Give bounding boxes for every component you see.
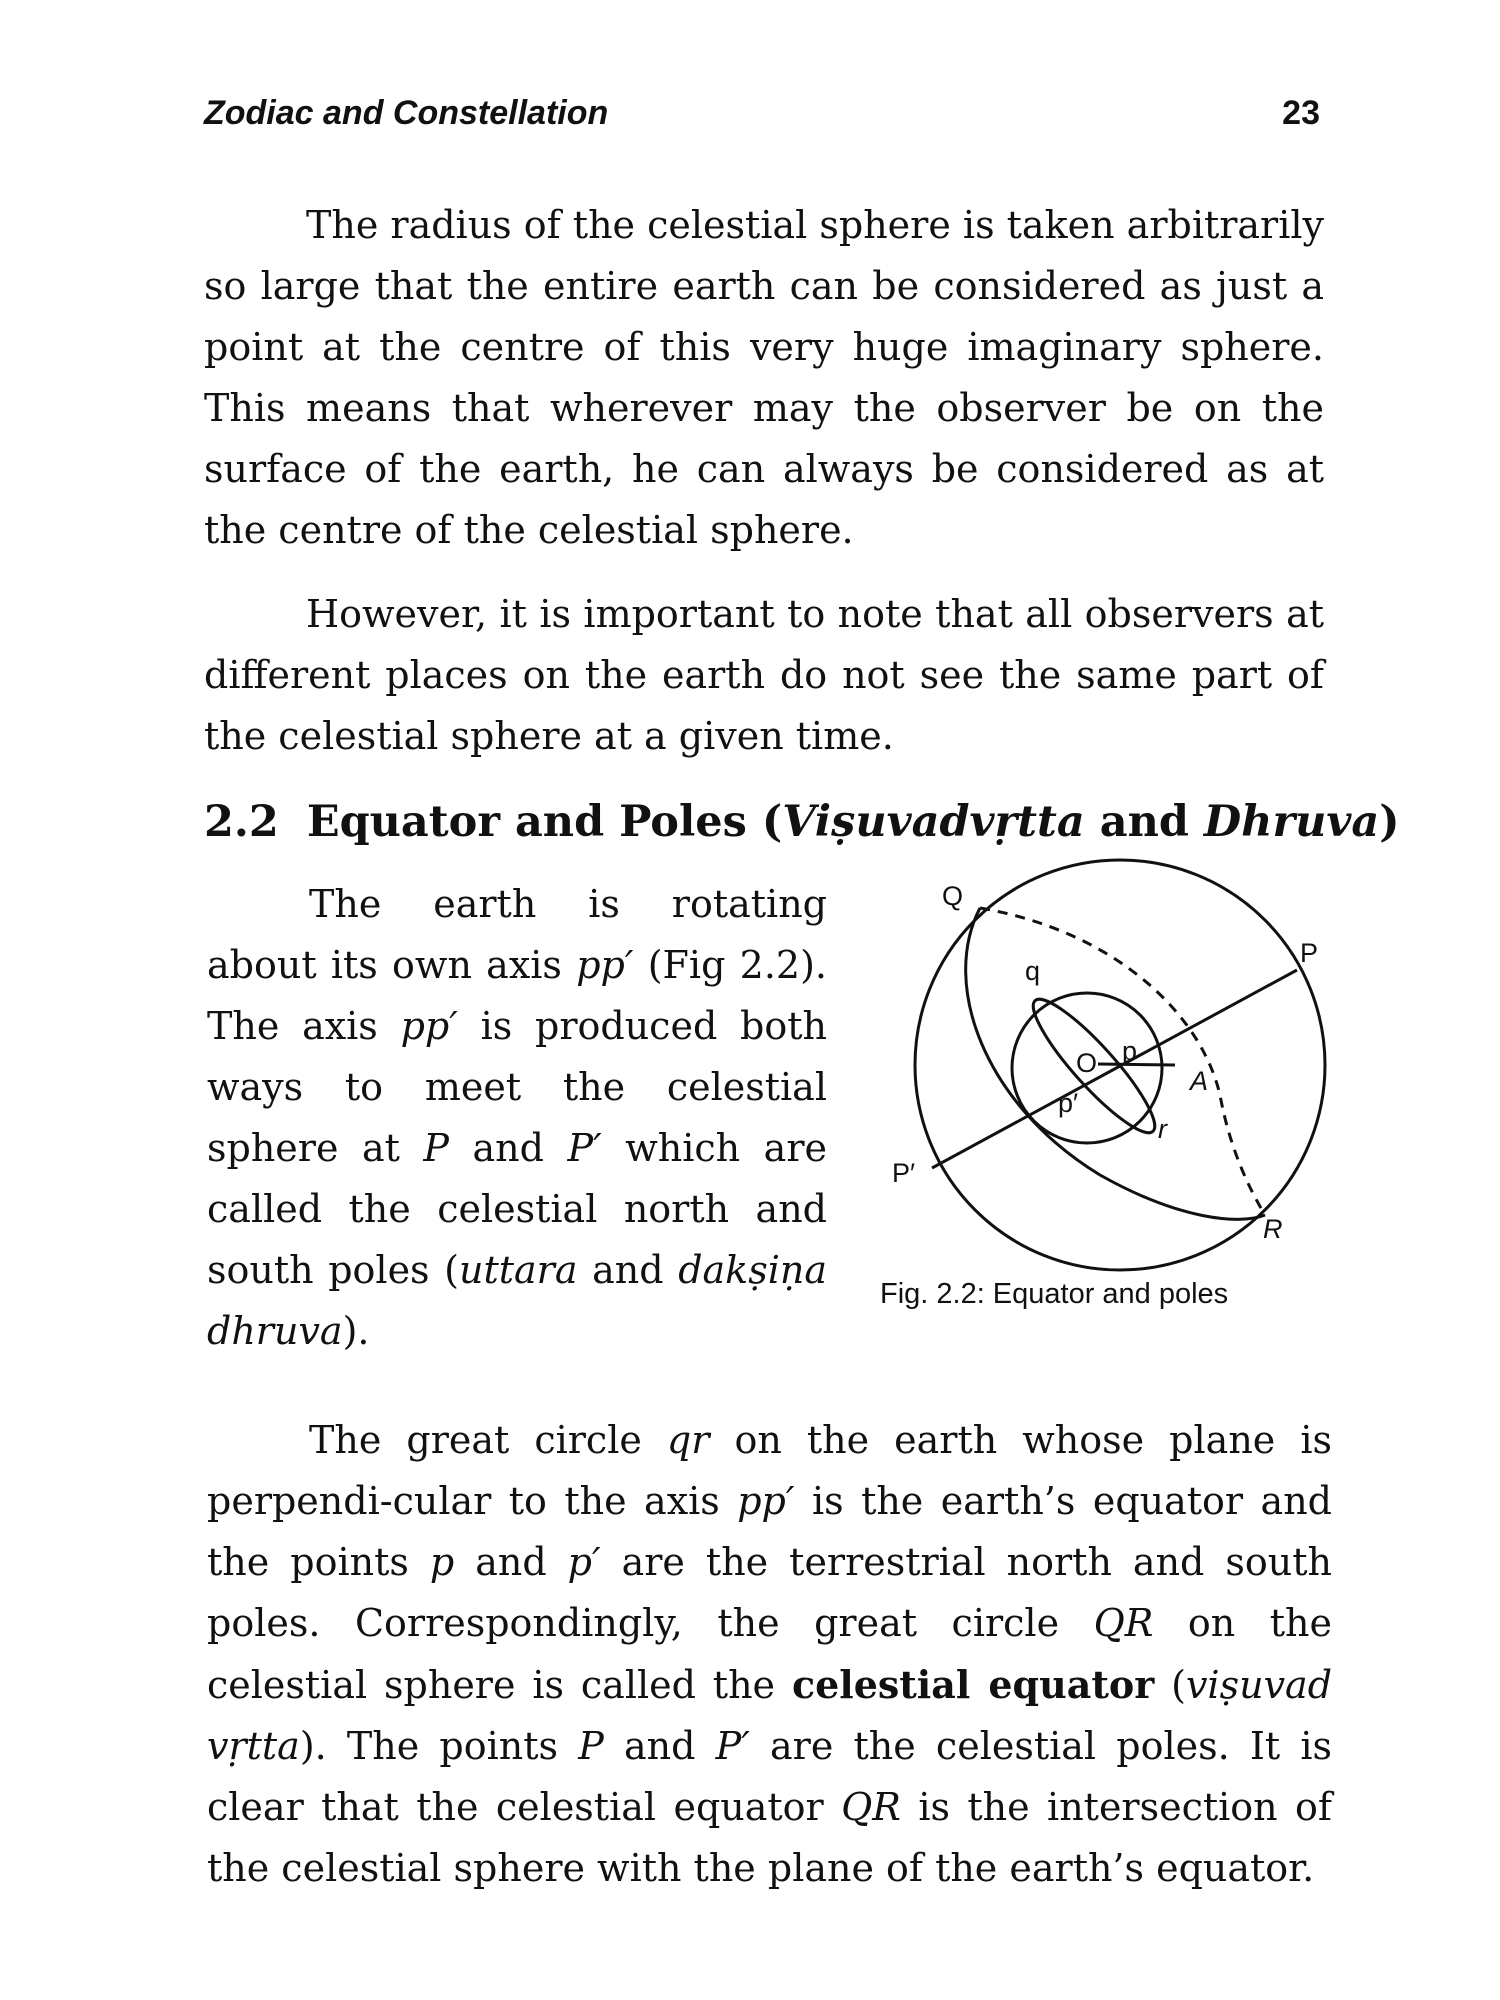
term-celestial-equator: celestial equator [791,1662,1155,1707]
text-run: and [454,1540,568,1584]
paragraph-earth-rotation [207,874,827,1362]
label-Q: Q [942,881,964,911]
paragraph-celestial-equator [207,1410,1332,1899]
math-P-prime: P′ [715,1724,750,1768]
math-pp-prime: pp′ [576,943,634,987]
term-daksina-dhruva: dakṣiṇa dhruva [207,1248,827,1353]
text-run: are the celestial poles. It is clear that the celestial equator [207,1724,1332,1829]
section-number: 2.2 [204,797,279,847]
text-run: and [449,1126,568,1170]
label-O: O [1076,1048,1098,1078]
term-uttara: uttara [459,1248,578,1292]
text-run: is the intersection of the celestial sphere with the plane of the earth’s equator. [207,1785,1332,1890]
text-run: ). The points [299,1724,579,1768]
equator-poles-diagram [880,850,1330,1280]
label-R: R [1263,1214,1283,1244]
caption-number: Fig. 2.2: [880,1278,985,1310]
math-P: P [578,1724,604,1768]
math-QR: QR [841,1785,901,1829]
section-term-dhruva: Dhruva [1203,797,1380,847]
figure-equator-poles [880,850,1330,1330]
math-QR: QR [1093,1601,1154,1645]
math-pp-prime: pp′ [400,1004,458,1048]
text-run: are the terrestrial north and south poles. Correspondingly, the great circle [207,1540,1332,1645]
text-run: The great circle [309,1418,667,1462]
caption-text: Equator and poles [992,1278,1229,1310]
text-run: on the celestial sphere is called the [207,1601,1332,1707]
label-q: q [1025,956,1041,986]
text-run: which are called the celestial north and south poles ( [207,1126,827,1292]
figure-caption [880,1278,1340,1311]
running-title: Zodiac and Constellation [204,93,609,132]
label-P: P [1300,938,1319,968]
text-run: is the earth’s equator and the points [207,1479,1332,1584]
section-and: and [1084,797,1204,847]
text-run: ). [342,1309,370,1353]
label-p: p [1122,1036,1138,1066]
text-run: and [603,1724,716,1768]
label-P-prime: P′ [892,1158,916,1188]
section-term-visuvadvrtta: Viṣuvadvṛtta [782,797,1085,847]
math-P-prime: P′ [567,1126,602,1170]
text-run: is produced both ways to meet the celestial sphere at [207,1004,827,1170]
section-heading [204,792,1400,852]
text-run: (Fig 2.2). The axis [207,943,827,1048]
label-p-prime: p′ [1058,1088,1079,1118]
math-p-prime: p′ [567,1540,601,1584]
text-run: ( [1154,1663,1186,1707]
paragraph-celestial-radius: The radius of the celestial sphere is taken arbitrarily so large that the entire earth can be considered as just a point at the centre of this very huge imaginary sphere. This means that wherever may the observer be on the surface of the earth, he can always be considered as at the centre of the celestial sphere. [204,203,1324,552]
page-number: 23 [1282,93,1320,132]
text-run: on the earth whose plane is perpendi-cular to the axis [207,1418,1332,1523]
section-close: ) [1379,797,1400,847]
text-run: and [577,1248,679,1292]
label-A: A [1190,1066,1209,1096]
math-qr: qr [666,1418,710,1462]
text-run: The earth is rotating about its own axis [207,882,827,987]
label-r: r [1158,1114,1167,1144]
math-p: p [429,1540,455,1584]
math-pp-prime: pp′ [737,1479,795,1523]
term-visuvad-vrtta: viṣuvad vṛtta [207,1663,1333,1768]
running-header [204,88,1320,138]
section-title: Equator and Poles ( [306,797,783,847]
math-P: P [423,1126,449,1170]
paragraph-observers: However, it is important to note that all observers at different places on the earth do not see the same part of the celestial sphere at a given time. [204,592,1324,758]
